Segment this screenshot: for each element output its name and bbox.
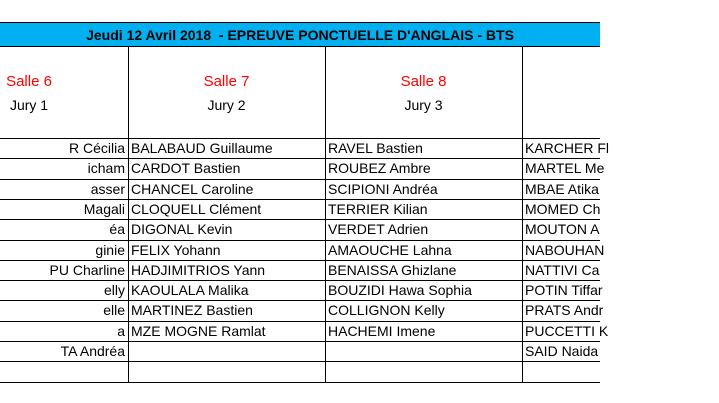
candidate-name-cell[interactable]: KARCHER Fl: [525, 140, 610, 156]
candidate-name-cell[interactable]: NATTIVI Ca: [525, 262, 600, 278]
jury-column: [325, 47, 522, 382]
candidate-name-cell[interactable]: POTIN Tiffar: [525, 282, 603, 298]
candidate-name-cell[interactable]: MBAE Atika: [525, 181, 599, 197]
candidate-name-cell[interactable]: a: [117, 323, 125, 339]
candidate-name-cell[interactable]: DIGONAL Kevin: [131, 221, 233, 237]
salle-label: Salle 7: [203, 73, 250, 90]
jury-column: [522, 47, 719, 382]
candidate-name-cell[interactable]: éa: [109, 221, 125, 237]
candidate-name-cell[interactable]: AMAOUCHE Lahna: [328, 242, 452, 258]
candidate-name-cell[interactable]: COLLIGNON Kelly: [328, 302, 445, 318]
candidate-name-cell[interactable]: HACHEMI Imene: [328, 323, 436, 339]
candidate-name-cell[interactable]: BOUZIDI Hawa Sophia: [328, 282, 472, 298]
candidate-name-cell[interactable]: CARDOT Bastien: [131, 160, 241, 176]
candidate-name-cell[interactable]: KAOULALA Malika: [131, 282, 249, 298]
candidate-name-cell[interactable]: NABOUHAN: [525, 242, 605, 258]
candidate-name-cell[interactable]: elle: [103, 302, 125, 318]
candidate-name-cell[interactable]: MZE MOGNE Ramlat: [131, 323, 266, 339]
candidate-name-cell[interactable]: MOUTON A: [525, 221, 600, 237]
jury-label: Jury 1: [9, 97, 49, 113]
candidate-name-cell[interactable]: MOMED Ch: [525, 201, 601, 217]
exam-title: Jeudi 12 Avril 2018 - EPREUVE PONCTUELLE D'ANGLAIS - BTS: [0, 22, 600, 47]
salle-label: Salle 8: [400, 73, 447, 90]
candidate-name-cell[interactable]: CHANCEL Caroline: [131, 181, 254, 197]
candidate-name-cell[interactable]: RAVEL Bastien: [328, 140, 423, 156]
candidate-name-cell[interactable]: SCIPIONI Andréa: [328, 181, 438, 197]
candidate-name-cell[interactable]: BALABAUD Guillaume: [131, 140, 273, 156]
jury-column: [128, 47, 325, 382]
candidate-name-cell[interactable]: TA Andréa: [60, 343, 125, 359]
candidate-name-cell[interactable]: SAID Naida: [525, 343, 599, 359]
candidate-name-cell[interactable]: CLOQUELL Clément: [131, 201, 262, 217]
candidate-name-cell[interactable]: BENAISSA Ghizlane: [328, 262, 457, 278]
candidate-name-cell[interactable]: VERDET Adrien: [328, 221, 429, 237]
candidate-name-cell[interactable]: elly: [103, 282, 125, 298]
jury-column: [0, 47, 128, 382]
candidate-name-cell[interactable]: TERRIER Kilian: [328, 201, 428, 217]
candidate-name-cell[interactable]: icham: [87, 160, 125, 176]
candidate-name-cell[interactable]: PU Charline: [49, 262, 125, 278]
candidate-name-cell[interactable]: ROUBEZ Ambre: [328, 160, 431, 176]
row-divider: [0, 382, 600, 383]
candidate-name-cell[interactable]: PRATS Andr: [525, 302, 604, 318]
candidate-name-cell[interactable]: Magali: [83, 201, 125, 217]
candidate-name-cell[interactable]: PUCCETTI K: [525, 323, 609, 339]
candidate-name-cell[interactable]: asser: [90, 181, 125, 197]
salle-label: Salle 6: [6, 73, 52, 90]
jury-label: Jury 2: [207, 97, 246, 113]
candidate-name-cell[interactable]: ginie: [95, 242, 125, 258]
candidate-name-cell[interactable]: FELIX Yohann: [131, 242, 221, 258]
jury-label: Jury 3: [404, 97, 443, 113]
candidate-name-cell[interactable]: HADJIMITRIOS Yann: [131, 262, 266, 278]
candidate-name-cell[interactable]: MARTEL Me: [525, 160, 605, 176]
candidate-name-cell[interactable]: MARTINEZ Bastien: [131, 302, 253, 318]
candidate-name-cell[interactable]: R Cécilia: [68, 140, 125, 156]
